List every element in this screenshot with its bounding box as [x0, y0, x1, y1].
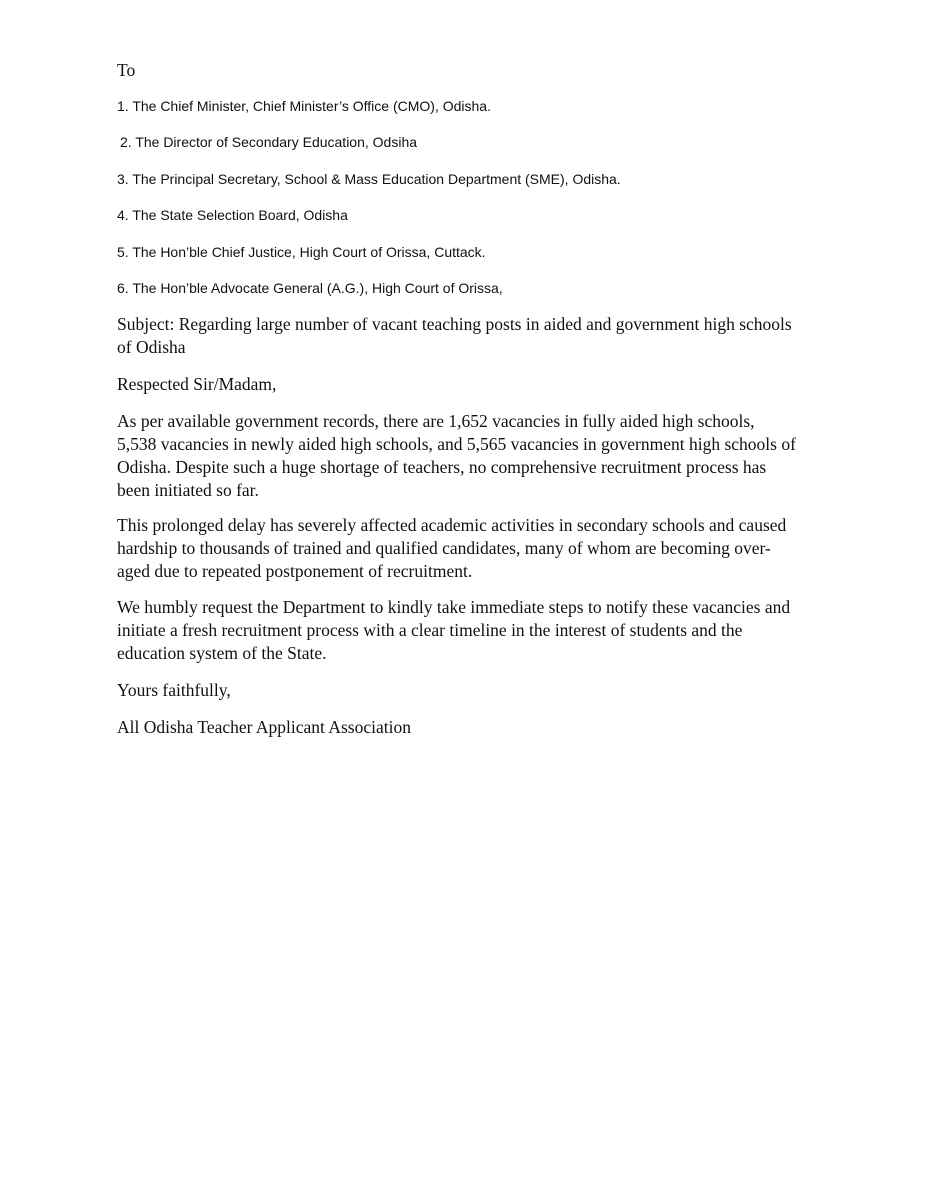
signatory: All Odisha Teacher Applicant Association: [117, 717, 411, 737]
closing: Yours faithfully,: [117, 680, 231, 700]
recipient-item: 1. The Chief Minister, Chief Minister’s Office (CMO), Odisha.: [117, 98, 491, 114]
recipient-item: 2. The Director of Secondary Education, Odsiha: [120, 134, 418, 151]
subject-line: Subject: Regarding large number of vacant teaching posts in aided and government high schools of Odisha: [117, 314, 792, 357]
greeting: Respected Sir/Madam,: [117, 374, 277, 394]
body-paragraph: This prolonged delay has severely affected academic activities in secondary schools and caused hardship to thousands of trained and qualified candidates, many of whom are becoming over-aged due to repeated postponement of recruitment.: [117, 515, 787, 581]
to-label: To: [117, 60, 136, 80]
recipient-item: 4. The State Selection Board, Odisha: [117, 207, 348, 224]
body-paragraph: We humbly request the Department to kindly take immediate steps to notify these vacancies and initiate a fresh recruitment process with a clear timeline in the interest of students and the education system of the State.: [117, 597, 791, 663]
recipient-list: [117, 97, 797, 315]
recipient-item: 5. The Hon’ble Chief Justice, High Court of Orissa, Cuttack.: [117, 243, 486, 260]
recipient-item: 3. The Principal Secretary, School & Mass Education Department (SME), Odisha.: [117, 170, 621, 187]
body-paragraph: As per available government records, there are 1,652 vacancies in fully aided high schools, 5,538 vacancies in newly aided high schools, and 5,565 vacancies in government high schools of Odisha. Despite such a huge shortage of teachers, no comprehensive recruitment process has been initiated so far.: [117, 411, 796, 500]
recipient-item: 6. The Hon’ble Advocate General (A.G.), High Court of Orissa,: [117, 279, 503, 296]
